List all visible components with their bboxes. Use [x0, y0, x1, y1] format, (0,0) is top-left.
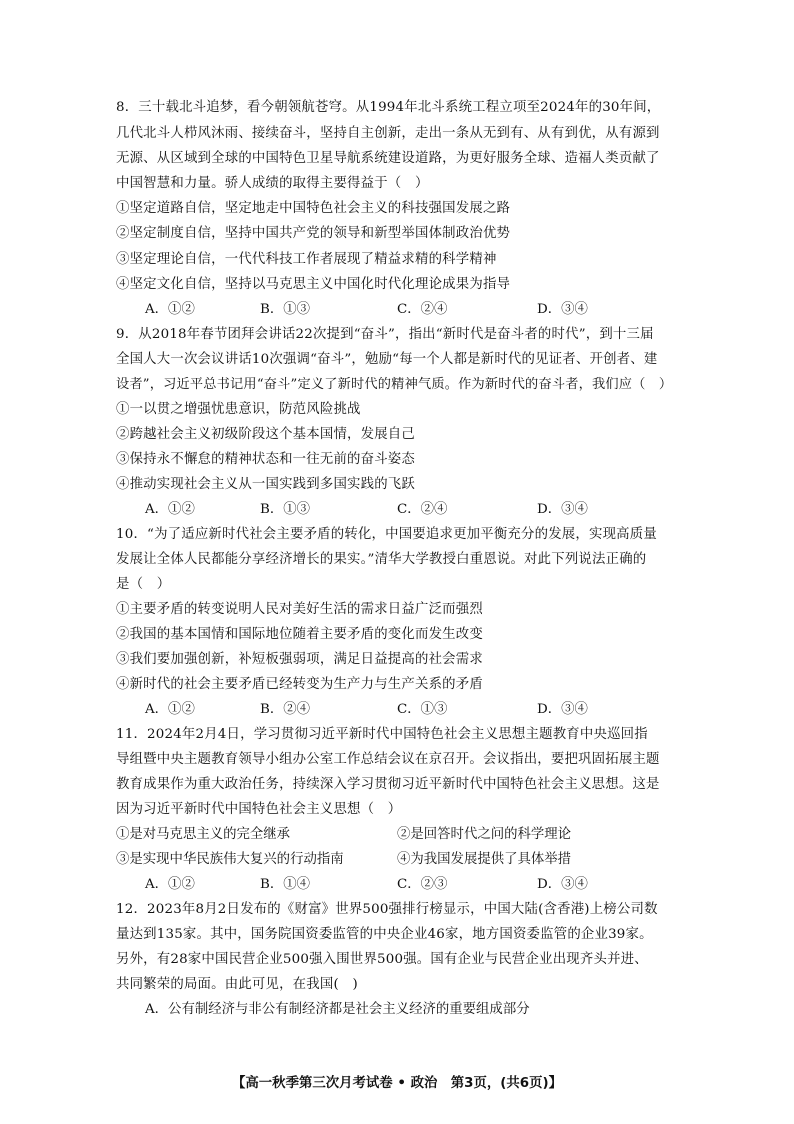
question-9-option-b: B．①③: [260, 502, 311, 517]
question-11-option-a: A．①②: [145, 877, 195, 892]
question-10-option-b: B．②④: [260, 702, 311, 717]
page-footer: 【高一秋季第三次月考试卷 • 政治 第3页，(共6页)】: [232, 1076, 562, 1091]
question-11-option-b: B．①④: [260, 877, 311, 892]
question-10-stem-line: 是（ ）: [116, 577, 171, 592]
question-12-stem-line: 共同繁荣的局面。由此可见，在我国( ): [116, 977, 358, 992]
question-11-stem-line: 11．2024年2月4日，学习贯彻习近平新时代中国特色社会主义思想主题教育中央巡回指: [116, 727, 648, 742]
question-8-stem-line: 8．三十载北斗追梦，看今朝领航苍穹。从1994年北斗系统工程立项至2024年的30年间，: [116, 100, 661, 115]
question-8-item: ③坚定理论自信，一代代科技工作者展现了精益求精的科学精神: [116, 252, 497, 267]
question-12-option-a: A．公有制经济与非公有制经济都是社会主义经济的重要组成部分: [145, 1002, 530, 1017]
question-9-stem-line: 全国人大一次会议讲话10次强调“奋斗”，勉励“每一个人都是新时代的见证者、开创者、建: [116, 352, 658, 367]
question-9-option-d: D．③④: [537, 502, 588, 517]
question-10-item: ④新时代的社会主要矛盾已经转变为生产力与生产关系的矛盾: [116, 677, 483, 692]
question-10-item: ②我国的基本国情和国际地位随着主要矛盾的变化而发生改变: [116, 627, 483, 642]
question-9-item: ①一以贯之增强忧患意识，防范风险挑战: [116, 402, 361, 417]
question-9-option-a: A．①②: [145, 502, 195, 517]
question-9-item: ②跨越社会主义初级阶段这个基本国情，发展自己: [116, 427, 415, 442]
question-8-option-b: B．①③: [260, 302, 311, 317]
question-8-stem-line: 中国智慧和力量。骄人成绩的取得主要得益于（ ）: [116, 176, 429, 191]
question-11-option-c: C．②③: [397, 877, 448, 892]
question-8-item: ④坚定文化自信，坚持以马克思主义中国化时代化理论成果为指导: [116, 277, 511, 292]
question-9-item: ③保持永不懈怠的精神状态和一往无前的奋斗姿态: [116, 452, 415, 467]
question-8-option-a: A．①②: [145, 302, 195, 317]
question-10-stem-line: 发展让全体人民都能分享经济增长的果实。”清华大学教授白重恩说。对此下列说法正确的: [116, 552, 647, 567]
question-9-option-c: C．②④: [397, 502, 448, 517]
question-10-option-d: D．③④: [537, 702, 588, 717]
question-10-item: ①主要矛盾的转变说明人民对美好生活的需求日益广泛而强烈: [116, 602, 483, 617]
question-10-option-a: A．①②: [145, 702, 195, 717]
question-10-stem-line: 10．“为了适应新时代社会主要矛盾的转化，中国要追求更加平衡充分的发展，实现高质量: [116, 527, 657, 542]
question-8-option-d: D．③④: [537, 302, 588, 317]
question-9-stem-line: 9．从2018年春节团拜会讲话22次提到“奋斗”，指出“新时代是奋斗者的时代”，到十三届: [116, 327, 654, 342]
question-8-option-c: C．②④: [397, 302, 448, 317]
question-10-option-c: C．①③: [397, 702, 448, 717]
question-11-stem-line: 教育成果作为重大政治任务，持续深入学习贯彻习近平新时代中国特色社会主义思想。这是: [116, 777, 660, 792]
question-8-stem-line: 几代北斗人栉风沐雨、接续奋斗，坚持自主创新，走出一条从无到有、从有到优，从有源到: [116, 126, 660, 141]
question-8-item: ②坚定制度自信，坚持中国共产党的领导和新型举国体制政治优势: [116, 226, 511, 241]
question-10-item: ③我们要加强创新，补短板强弱项，满足日益提高的社会需求: [116, 652, 483, 667]
question-11-item: ①是对马克思主义的完全继承: [116, 827, 291, 842]
question-11-item: ③是实现中华民族伟大复兴的行动指南: [116, 852, 344, 867]
question-9-stem-line: 设者”，习近平总书记用“奋斗”定义了新时代的精神气质。作为新时代的奋斗者，我们应（ ）: [116, 377, 673, 392]
question-11-stem-line: 因为习近平新时代中国特色社会主义思想（ ）: [116, 802, 402, 817]
question-8-item: ①坚定道路自信，坚定地走中国特色社会主义的科技强国发展之路: [116, 201, 511, 216]
question-8-stem-line: 无源、从区域到全球的中国特色卫星导航系统建设道路，为更好服务全球、造福人类贡献了: [116, 151, 660, 166]
question-12-stem-line: 12．2023年8月2日发布的《财富》世界500强排行榜显示，中国大陆(含香港)上榜公司数: [116, 902, 658, 917]
question-11-stem-line: 导组暨中央主题教育领导小组办公室工作总结会议在京召开。会议指出，要把巩固拓展主题: [116, 752, 660, 767]
question-9-item: ④推动实现社会主义从一国实践到多国实践的飞跃: [116, 477, 415, 492]
question-12-stem-line: 另外，有28家中国民营企业500强入围世界500强。国有企业与民营企业出现齐头并进、: [116, 952, 648, 967]
question-11-item: ④为我国发展提供了具体举措: [397, 852, 572, 867]
question-11-item: ②是回答时代之问的科学理论: [397, 827, 572, 842]
question-11-option-d: D．③④: [537, 877, 588, 892]
question-12-stem-line: 量达到135家。其中，国务院国资委监管的中央企业46家，地方国资委监管的企业39家。: [116, 927, 653, 942]
